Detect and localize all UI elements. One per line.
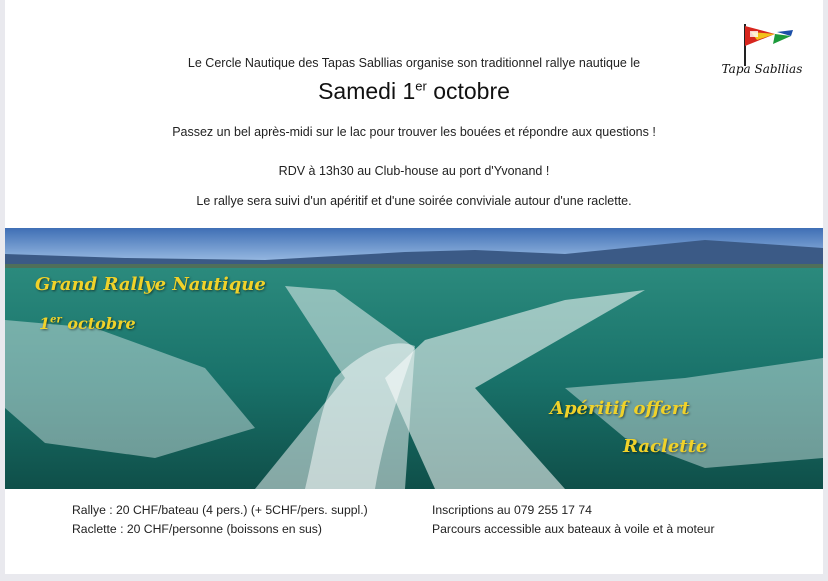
- event-date: [5, 78, 823, 105]
- rally-date-word: octobre: [61, 314, 136, 333]
- aperitif-text: Apéritif offert: [550, 398, 690, 419]
- followup-line: Le rallye sera suivi d'un apéritif et d'une soirée conviviale autour d'une raclette.: [196, 194, 632, 208]
- rallye-price: Rallye : 20 CHF/bateau (4 pers.) (+ 5CHF/pers. suppl.): [72, 503, 368, 517]
- rally-date: [39, 314, 136, 333]
- date-prefix: Samedi 1: [318, 78, 416, 104]
- date-suffix: octobre: [426, 78, 510, 104]
- contact-block: [432, 501, 715, 539]
- flyer-card: [5, 0, 823, 574]
- club-logo: [717, 22, 807, 84]
- intro-text: Le Cercle Nautique des Tapas Sabllias organise son traditionnel rallye nautique le: [187, 56, 641, 70]
- raclette-text: Raclette: [623, 436, 708, 457]
- rally-date-num: 1: [39, 314, 51, 333]
- meeting-line: RDV à 13h30 au Club-house au port d'Yvonand !: [278, 164, 550, 178]
- logo-text: Tapa Sabllias: [721, 62, 803, 76]
- raclette-price: Raclette : 20 CHF/personne (boissons en sus): [72, 522, 322, 536]
- rally-date-sup: er: [50, 314, 62, 326]
- rally-title: Grand Rallye Nautique: [35, 274, 266, 295]
- inscriptions-text: Inscriptions au 079 255 17 74: [432, 503, 592, 517]
- date-superscript: er: [415, 78, 427, 94]
- prices-block: [72, 501, 368, 539]
- afternoon-line: Passez un bel après-midi sur le lac pour trouver les bouées et répondre aux questions !: [172, 125, 656, 139]
- lake-photo: [5, 228, 823, 489]
- parcours-text: Parcours accessible aux bateaux à voile et à moteur: [432, 522, 715, 536]
